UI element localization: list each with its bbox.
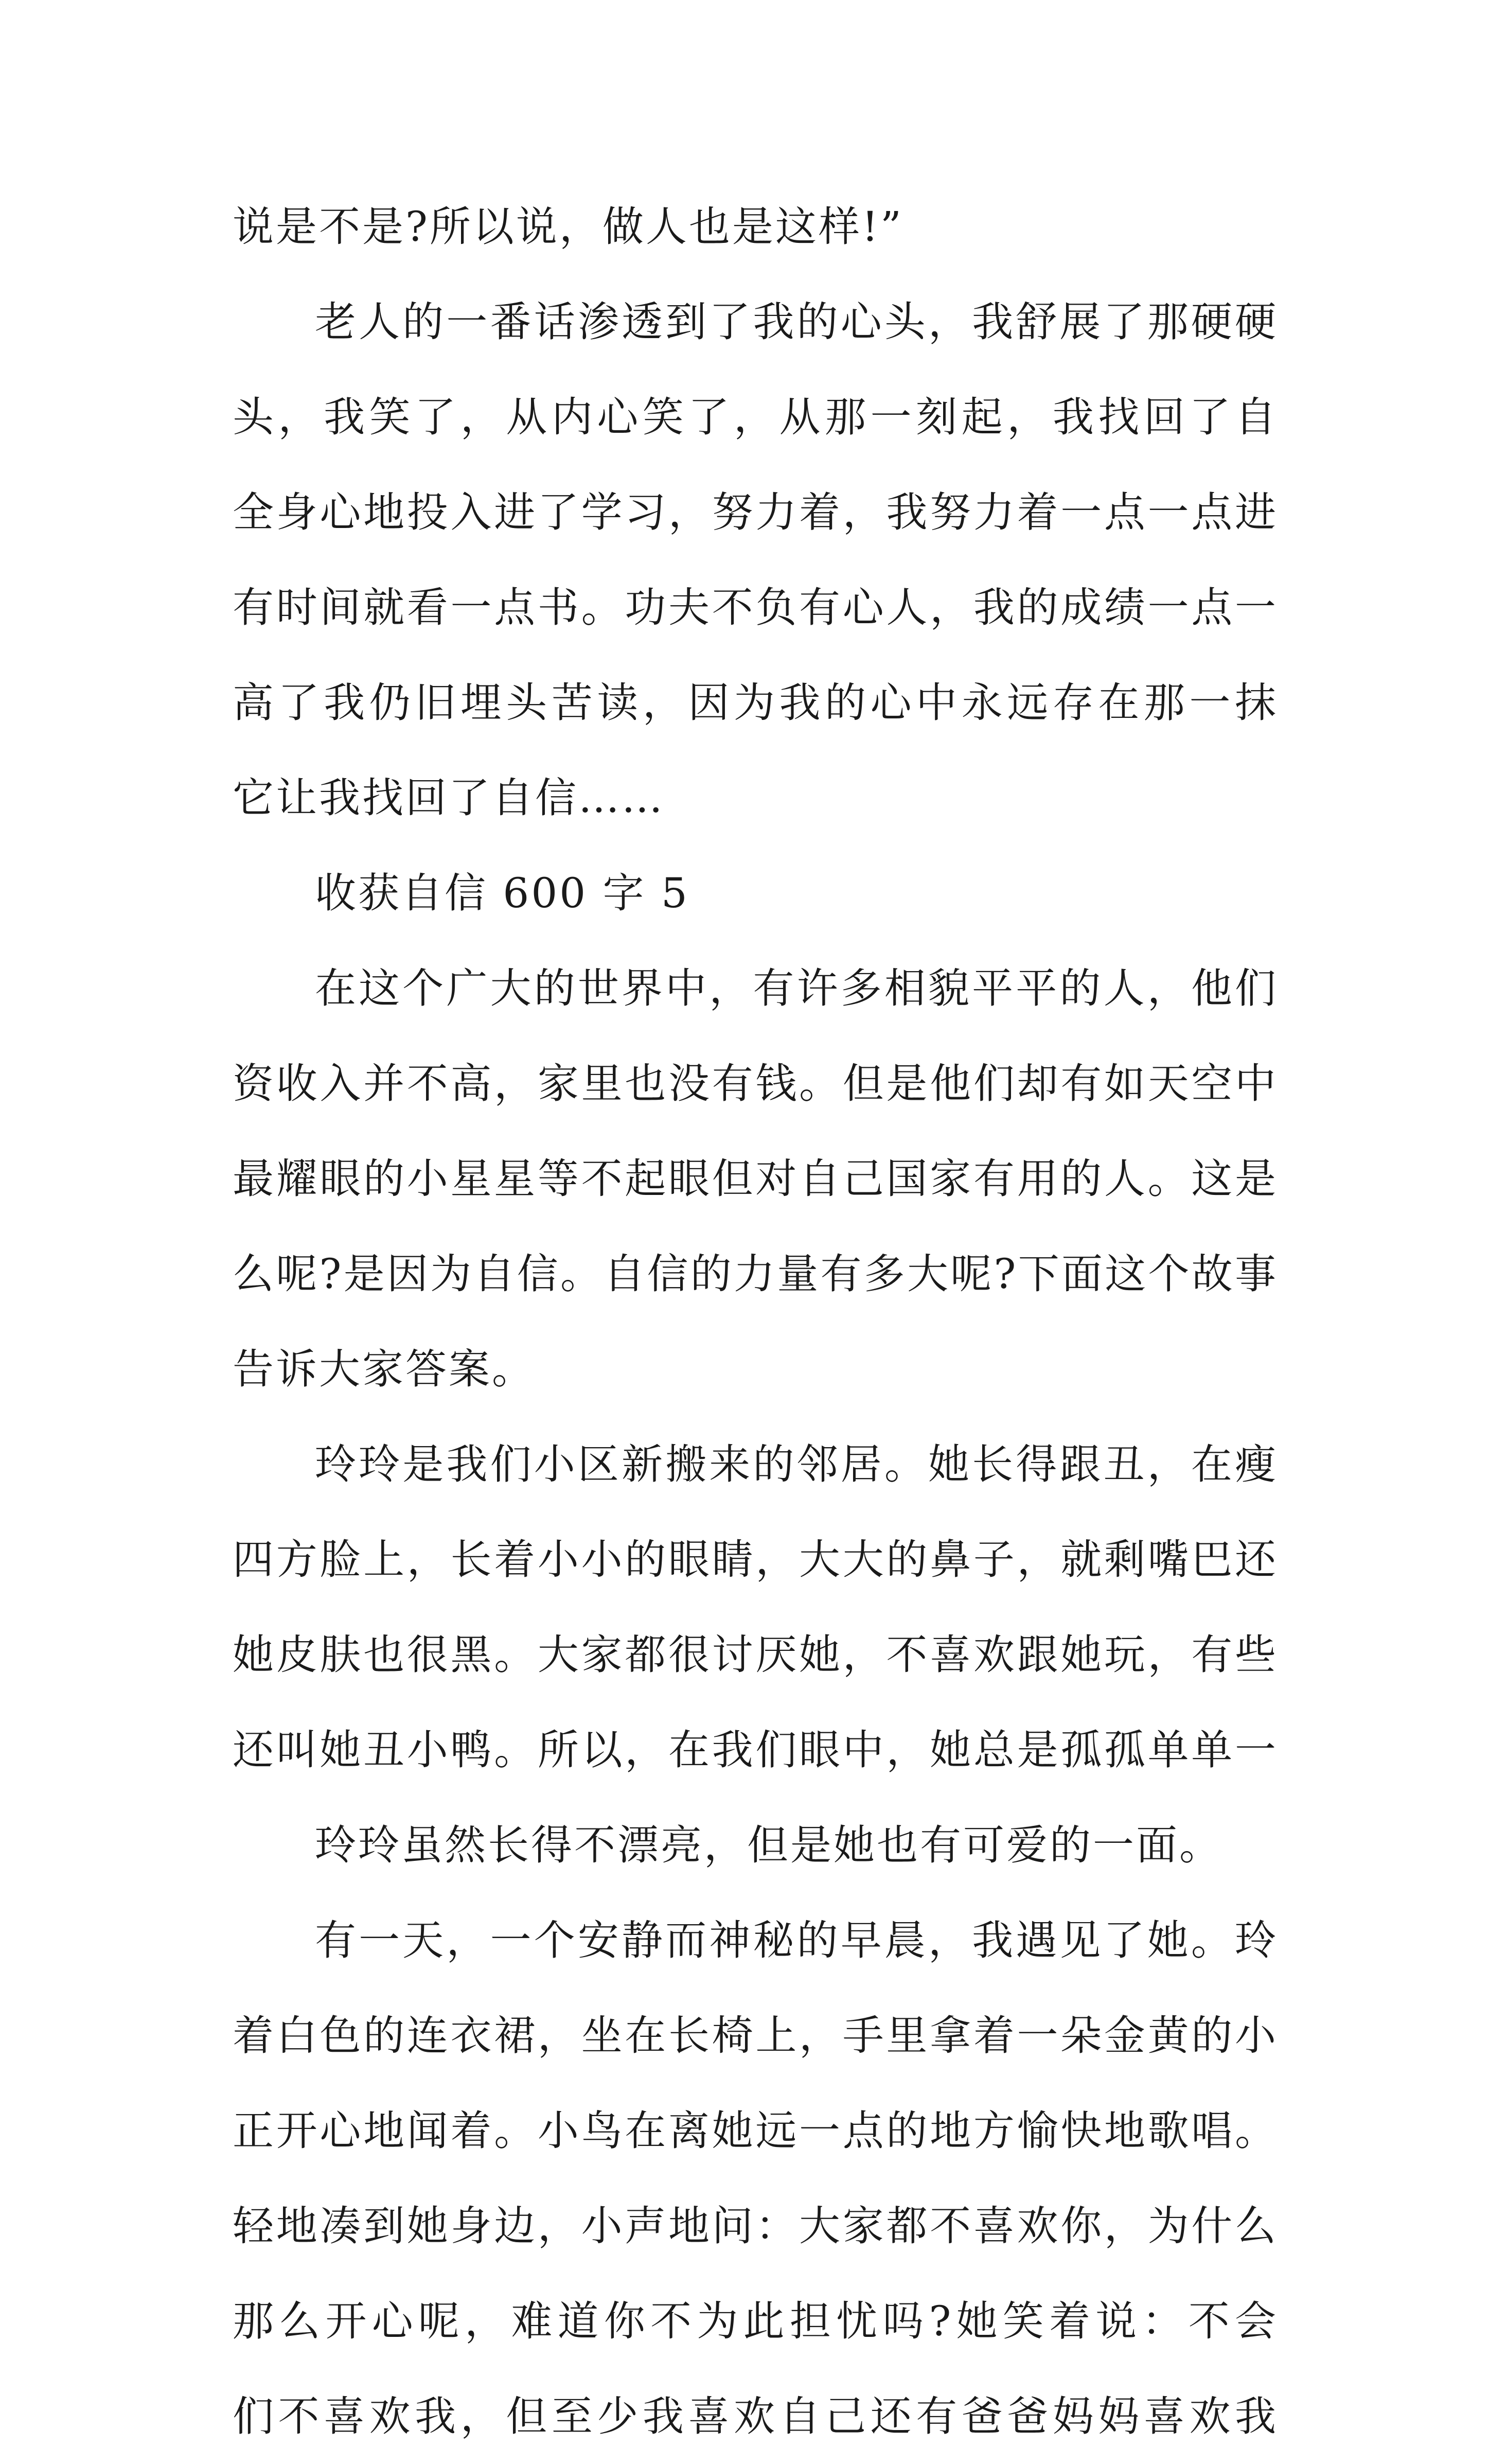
text-line-21: 正开心地闻着。小鸟在离她远一点的地方愉快地歌唱。 <box>233 2107 1278 2155</box>
section-heading: 收获自信 600 字 5 <box>315 869 689 917</box>
text-line-20: 着白色的连衣裙，坐在长椅上，手里拿着一朵金黄的小 <box>233 2012 1278 2060</box>
text-line-14: 玲玲是我们小区新搬来的邻居。她长得跟丑，在瘦 <box>315 1440 1278 1488</box>
text-line-16: 她皮肤也很黑。大家都很讨厌她，不喜欢跟她玩，有些 <box>233 1631 1278 1679</box>
text-line-18: 玲玲虽然长得不漂亮，但是她也有可爱的一面。 <box>315 1821 1222 1869</box>
text-line-1: 说是不是?所以说，做人也是这样!” <box>233 203 903 251</box>
text-line-23: 那么开心呢，难道你不为此担忧吗?她笑着说：不会 <box>233 2297 1278 2345</box>
text-line-17: 还叫她丑小鸭。所以，在我们眼中，她总是孤孤单单一 <box>233 1726 1278 1774</box>
text-line-4: 全身心地投入进了学习，努力着，我努力着一点一点进 <box>233 488 1278 536</box>
text-line-13: 告诉大家答案。 <box>233 1345 535 1393</box>
text-line-19: 有一天，一个安静而神秘的早晨，我遇见了她。玲 <box>315 1916 1278 1964</box>
text-line-22: 轻地凑到她身边，小声地问：大家都不喜欢你，为什么 <box>233 2202 1278 2250</box>
text-line-3: 头，我笑了，从内心笑了，从那一刻起，我找回了自 <box>233 393 1278 441</box>
text-line-5: 有时间就看一点书。功夫不负有心人，我的成绩一点一 <box>233 584 1278 631</box>
text-line-2: 老人的一番话渗透到了我的心头，我舒展了那硬硬 <box>315 298 1278 346</box>
text-line-12: 么呢?是因为自信。自信的力量有多大呢?下面这个故事 <box>233 1250 1278 1298</box>
text-line-15: 四方脸上，长着小小的眼睛，大大的鼻子，就剩嘴巴还 <box>233 1536 1278 1583</box>
document-body <box>233 179 1278 2464</box>
text-line-24: 们不喜欢我，但至少我喜欢自己还有爸爸妈妈喜欢我 <box>233 2392 1278 2440</box>
text-line-6: 高了我仍旧埋头苦读，因为我的心中永远存在那一抹 <box>233 679 1278 727</box>
text-line-7: 它让我找回了自信…… <box>233 774 665 822</box>
text-line-10: 资收入并不高，家里也没有钱。但是他们却有如天空中 <box>233 1060 1278 1107</box>
text-line-9: 在这个广大的世界中，有许多相貌平平的人，他们 <box>315 964 1278 1012</box>
text-line-11: 最耀眼的小星星等不起眼但对自己国家有用的人。这是 <box>233 1155 1278 1203</box>
